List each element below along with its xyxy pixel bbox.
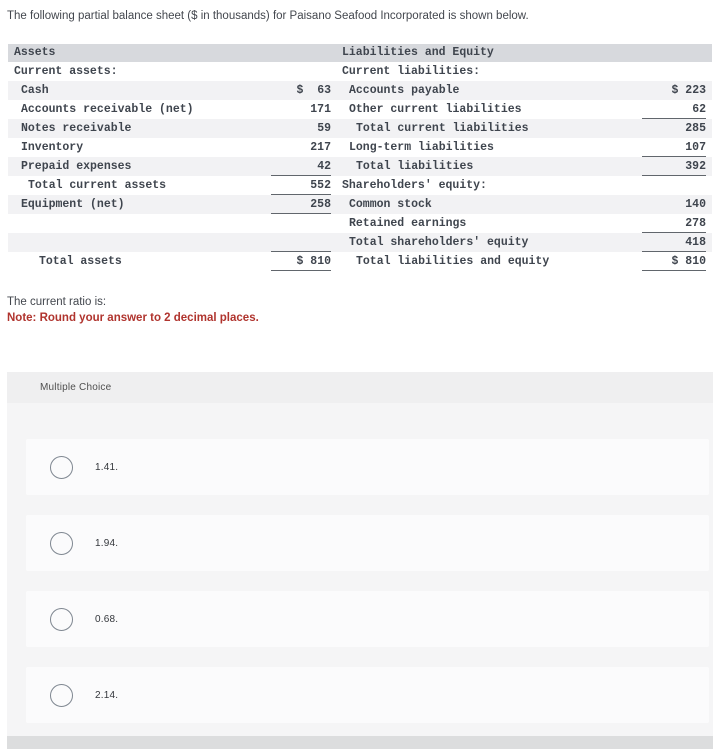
radio-button-icon[interactable] [50,532,73,555]
account-amount: 258 [271,195,331,214]
account-label: Other current liabilities [349,103,522,116]
account-label: Retained earnings [349,217,467,230]
table-row [8,214,712,233]
balance-sheet-rows [8,62,712,271]
account-label: Total liabilities and equity [356,255,550,268]
account-amount: 62 [642,100,706,119]
table-half [8,100,335,119]
account-amount [642,62,706,81]
account-amount: $ 223 [671,84,706,97]
choice-label: 1.41. [95,461,119,473]
table-half [335,176,712,195]
account-amount: $ 810 [642,252,706,271]
account-label: Notes receivable [21,122,132,135]
table-row [8,119,712,138]
table-half [8,214,335,233]
table-half [8,119,335,138]
account-label: Accounts payable [349,84,460,97]
choice-option[interactable] [26,439,709,495]
account-amount [642,176,706,195]
table-row [8,138,712,157]
table-half [8,81,335,100]
multiple-choice-header: Multiple Choice [7,372,713,403]
table-half [8,233,335,252]
account-label: Cash [21,84,49,97]
account-amount [271,62,331,81]
account-label: Accounts receivable (net) [21,103,194,116]
account-amount [271,214,331,233]
account-amount: 42 [271,157,331,176]
account-amount: 285 [685,122,706,135]
question-note: Note: Round your answer to 2 decimal places. [7,312,259,324]
account-label: Equipment (net) [21,198,125,211]
radio-button-icon[interactable] [50,684,73,707]
table-half [335,195,712,214]
account-label: Total shareholders' equity [349,236,529,249]
account-amount [271,233,331,252]
table-half [335,138,712,157]
account-label: Current assets: [14,65,118,78]
table-half [8,157,335,176]
table-row [8,157,712,176]
table-half [8,176,335,195]
table-half [335,81,712,100]
liabilities-equity-header: Liabilities and Equity [342,46,494,59]
account-amount: 552 [271,176,331,195]
account-amount: 140 [685,198,706,211]
account-label: Total liabilities [356,160,474,173]
table-half [335,100,712,119]
choice-option[interactable] [26,515,709,571]
account-label: Long-term liabilities [349,141,494,154]
choice-label: 2.14. [95,689,119,701]
table-half [335,119,712,138]
table-row [8,233,712,252]
account-amount: 418 [642,233,706,252]
panel-bottom-bar [7,736,713,749]
radio-button-icon[interactable] [50,456,73,479]
account-label: Total assets [39,255,122,268]
account-label: Shareholders' equity: [342,179,487,192]
account-label: Current liabilities: [342,65,481,78]
assets-header: Assets [14,46,56,59]
radio-button-icon[interactable] [50,608,73,631]
table-half [8,252,335,271]
table-row [8,195,712,214]
table-row [8,176,712,195]
table-row [8,62,712,81]
table-half [335,62,712,81]
account-amount: 107 [642,138,706,157]
account-amount: $ 810 [271,252,331,271]
table-row [8,81,712,100]
table-half [335,157,712,176]
choice-label: 1.94. [95,537,119,549]
account-label: Common stock [349,198,432,211]
table-half [335,252,712,271]
account-amount: 59 [317,122,331,135]
account-label: Total current assets [28,179,167,192]
account-label: Inventory [21,141,84,154]
account-label: Total current liabilities [356,122,529,135]
account-amount: 278 [642,214,706,233]
multiple-choice-panel [7,372,713,749]
account-amount: $ 63 [296,84,331,97]
table-half [335,214,712,233]
account-label [8,233,271,252]
question-prompt: The current ratio is: [7,296,107,308]
table-half [8,195,335,214]
choice-label: 0.68. [95,613,119,625]
account-label [8,214,271,233]
intro-text: The following partial balance sheet ($ in thousands) for Paisano Seafood Incorporated is shown below. [7,10,529,22]
account-label: Prepaid expenses [21,160,132,173]
account-amount: 171 [310,103,331,116]
table-row [8,252,712,271]
account-amount: 217 [310,141,331,154]
choice-option[interactable] [26,591,709,647]
table-row [8,100,712,119]
multiple-choice-options [7,403,713,736]
account-amount: 392 [642,157,706,176]
table-half [8,62,335,81]
balance-sheet-table [8,44,712,271]
table-half [335,233,712,252]
table-half [8,138,335,157]
choice-option[interactable] [26,667,709,723]
table-header-row [8,44,712,62]
